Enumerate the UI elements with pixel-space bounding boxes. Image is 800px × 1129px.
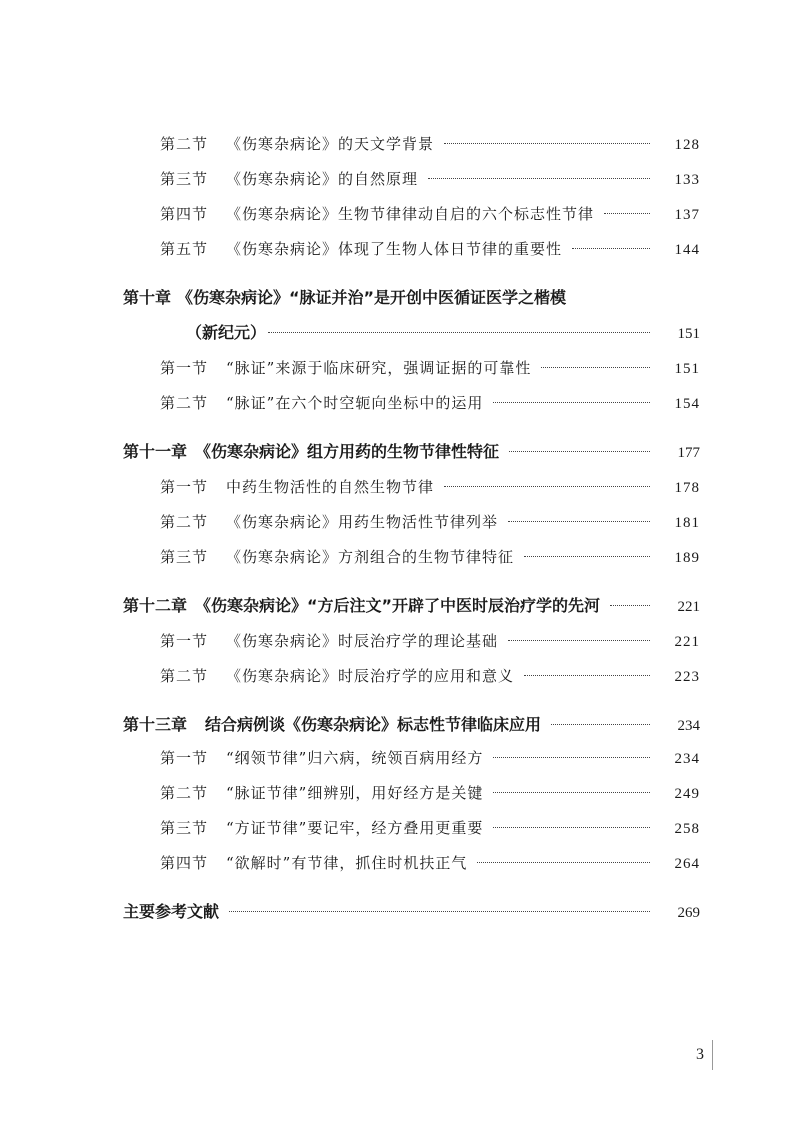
leader-dots: [541, 367, 650, 368]
toc-entry-ch13-s3[interactable]: [160, 816, 700, 840]
leader-dots: [604, 213, 650, 214]
section-title: “脉证”来源于临床研究，强调证据的可靠性: [226, 359, 532, 377]
leader-dots: [524, 556, 650, 557]
leader-dots: [229, 911, 650, 912]
toc-entry-ch13-s4[interactable]: [160, 851, 700, 875]
toc-chapter-11[interactable]: [123, 440, 700, 464]
section-label: 第一节: [160, 359, 209, 377]
page-number: 181: [674, 515, 700, 531]
leader-dots: [493, 402, 650, 403]
leader-dots: [508, 640, 650, 641]
entry-text: [160, 746, 483, 770]
leader-dots: [572, 248, 650, 249]
chapter-label: 第十一章: [123, 442, 188, 461]
toc-entry-ch13-s2[interactable]: [160, 781, 700, 805]
page-number: 154: [674, 396, 700, 412]
section-label: 第三节: [160, 819, 209, 837]
entry-text: [160, 167, 418, 191]
leader-dots: [610, 605, 650, 606]
chapter-title: 《伤寒杂病论》组方用药的生物节律性特征: [195, 442, 500, 461]
entry-text: [123, 713, 541, 737]
toc-entry-ch10-s2[interactable]: [160, 391, 700, 415]
toc-entry-ch13-s1[interactable]: [160, 746, 700, 770]
page-number: 137: [674, 207, 700, 223]
page-number: 234: [677, 718, 700, 734]
folio-page-number: 3: [688, 1040, 713, 1070]
page-number: 258: [674, 821, 700, 837]
section-title: “脉证节律”细辨别，用好经方是关键: [226, 784, 484, 802]
entry-text: [160, 629, 498, 653]
section-label: 第三节: [160, 548, 209, 566]
leader-dots: [268, 332, 650, 333]
section-title: 《伤寒杂病论》方剂组合的生物节律特征: [226, 548, 515, 566]
entry-text: [160, 202, 594, 226]
leader-dots: [493, 757, 650, 758]
section-title: 《伤寒杂病论》时辰治疗学的理论基础: [226, 632, 499, 650]
section-label: 第二节: [160, 513, 209, 531]
section-title: “纲领节律”归六病，统领百病用经方: [226, 749, 484, 767]
chapter-title: 结合病例谈《伤寒杂病论》标志性节律临床应用: [205, 715, 542, 734]
page-number: 264: [674, 856, 700, 872]
page-number: 223: [674, 669, 700, 685]
section-title: 《伤寒杂病论》的自然原理: [226, 170, 419, 188]
section-label: 第二节: [160, 135, 209, 153]
page-number: 133: [674, 172, 700, 188]
section-title: 《伤寒杂病论》生物节律律动自启的六个标志性节律: [226, 205, 595, 223]
section-label: 第一节: [160, 749, 209, 767]
toc-chapter-10-line1[interactable]: [123, 286, 700, 310]
section-title: “方证节律”要记牢，经方叠用更重要: [226, 819, 484, 837]
toc-entry-ch10-s1[interactable]: [160, 356, 700, 380]
entry-text: [160, 475, 434, 499]
toc-entry-ch9-s4[interactable]: [160, 202, 700, 226]
leader-dots: [444, 143, 650, 144]
toc-chapter-10-line2[interactable]: [186, 321, 700, 345]
toc-entry-ch9-s3[interactable]: [160, 167, 700, 191]
leader-dots: [428, 178, 650, 179]
section-label: 第一节: [160, 478, 209, 496]
entry-text: [160, 781, 483, 805]
chapter-label: 第十二章: [123, 596, 188, 615]
section-title: “欲解时”有节律，抓住时机扶正气: [226, 854, 468, 872]
references-title: 主要参考文献: [123, 902, 220, 921]
page-number: 144: [674, 242, 700, 258]
page-number: 269: [677, 905, 700, 921]
entry-text: [160, 237, 562, 261]
page-number: 128: [674, 137, 700, 153]
page-number: 234: [674, 751, 700, 767]
toc-chapter-13[interactable]: [123, 713, 700, 737]
toc-entry-ch11-s3[interactable]: [160, 545, 700, 569]
toc-entry-ch12-s2[interactable]: [160, 664, 700, 688]
entry-text: [160, 356, 531, 380]
entry-text: [160, 664, 514, 688]
chapter-title: 《伤寒杂病论》“脉证并治”是开创中医循证医学之楷模: [177, 288, 567, 307]
leader-dots: [551, 724, 650, 725]
section-title: 中药生物活性的自然生物节律: [226, 478, 435, 496]
chapter-label: 第十章: [123, 288, 172, 307]
leader-dots: [524, 675, 650, 676]
entry-text: [160, 391, 483, 415]
chapter-title: 《伤寒杂病论》“方后注文”开辟了中医时辰治疗学的先河: [195, 596, 601, 615]
section-label: 第四节: [160, 854, 209, 872]
page-number: 178: [674, 480, 700, 496]
page-number: 151: [677, 326, 700, 342]
page-number: 221: [677, 599, 700, 615]
entry-text: [123, 594, 600, 618]
section-label: 第二节: [160, 394, 209, 412]
leader-dots: [509, 451, 650, 452]
toc-entry-ch11-s1[interactable]: [160, 475, 700, 499]
toc-references[interactable]: [123, 900, 700, 924]
leader-dots: [444, 486, 650, 487]
section-label: 第二节: [160, 667, 209, 685]
section-label: 第一节: [160, 632, 209, 650]
entry-text: [160, 545, 514, 569]
leader-dots: [493, 827, 650, 828]
entry-text: [160, 851, 467, 875]
chapter-label: 第十三章: [123, 715, 188, 734]
section-title: 《伤寒杂病论》用药生物活性节律列举: [226, 513, 499, 531]
toc-entry-ch11-s2[interactable]: [160, 510, 700, 534]
section-title: 《伤寒杂病论》时辰治疗学的应用和意义: [226, 667, 515, 685]
section-label: 第三节: [160, 170, 209, 188]
page-number: 151: [674, 361, 700, 377]
entry-text: [160, 510, 498, 534]
section-title: “脉证”在六个时空轭向坐标中的运用: [226, 394, 484, 412]
section-label: 第四节: [160, 205, 209, 223]
entry-text: [123, 440, 499, 464]
page-number: 177: [677, 445, 700, 461]
entry-text: [160, 816, 483, 840]
toc-chapter-12[interactable]: [123, 594, 700, 618]
leader-dots: [477, 862, 650, 863]
leader-dots: [508, 521, 650, 522]
section-label: 第五节: [160, 240, 209, 258]
toc-entry-ch9-s2[interactable]: [160, 132, 700, 156]
toc-entry-ch9-s5[interactable]: [160, 237, 700, 261]
page-number: 249: [674, 786, 700, 802]
entry-text: [160, 132, 434, 156]
section-label: 第二节: [160, 784, 209, 802]
section-title: 《伤寒杂病论》的天文学背景: [226, 135, 435, 153]
leader-dots: [493, 792, 650, 793]
toc-entry-ch12-s1[interactable]: [160, 629, 700, 653]
section-title: 《伤寒杂病论》体现了生物人体日节律的重要性: [226, 240, 563, 258]
page-number: 221: [674, 634, 700, 650]
page-number: 189: [674, 550, 700, 566]
chapter-title-continued: （新纪元）: [186, 323, 267, 342]
entry-text: [123, 286, 566, 310]
